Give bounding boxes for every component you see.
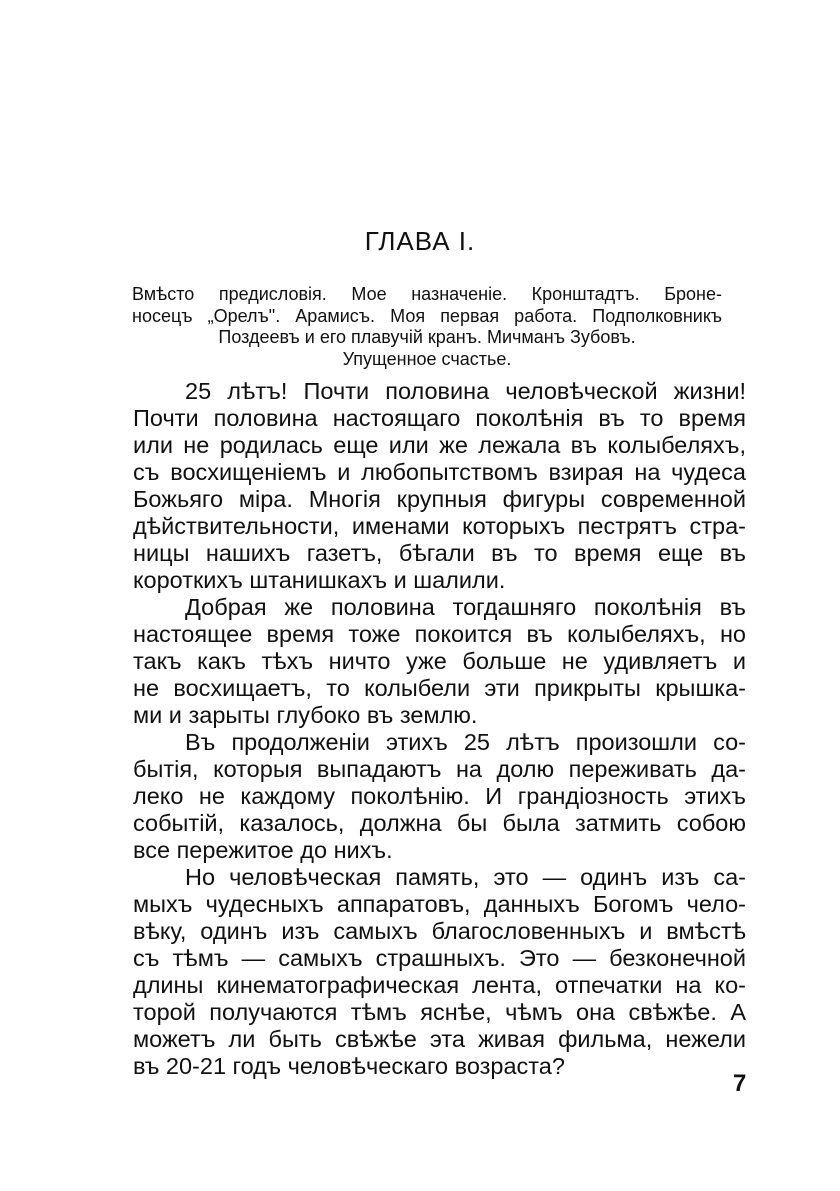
paragraph-line: леко не каждому поколѣнію. И грандіозность этихъ [133, 783, 746, 809]
page-number: 7 [733, 1070, 747, 1097]
paragraph-line: событій, казалось, должна бы была затмить собою [133, 810, 746, 836]
paragraph-line: мыхъ чудесныхъ аппаратовъ, данныхъ Богомъ чело- [133, 891, 746, 917]
synopsis-line: Поздеевъ и его плавучій кранъ. Мичманъ Зубовъ. [218, 327, 636, 347]
paragraph-line: такъ какъ тѣхъ ничто уже больше не удивляетъ и [133, 648, 746, 674]
paragraph-line: Божьяго міра. Многія крупныя фигуры современной [133, 486, 746, 512]
paragraph-line: 25 лѣтъ! Почти половина человѣческой жизни! [185, 378, 746, 404]
paragraph-line: дѣйствительности, именами которыхъ пестрятъ стра- [133, 513, 746, 539]
paragraph-line: Добрая же половина тогдашняго поколѣнія въ [185, 594, 746, 620]
paragraph-line: не восхищаетъ, то колыбели эти прикрыты крышка- [133, 675, 746, 701]
chapter-title: ГЛАВА I. [364, 226, 476, 256]
paragraph-line: въ 20-21 годъ человѣческаго возраста? [133, 1053, 565, 1079]
paragraph-line: съ тѣмъ — самыхъ страшныхъ. Это — безконечной [133, 945, 746, 971]
paragraph-line: можетъ ли быть свѣжѣе эта живая фильма, нежели [133, 1026, 746, 1052]
synopsis-line: Вмѣсто предисловія. Мое назначеніе. Кронштадтъ. Броне- [132, 284, 722, 304]
paragraph-line: или не родилась еще или же лежала въ колыбеляхъ, [133, 432, 746, 458]
paragraph-line: ницы нашихъ газетъ, бѣгали въ то время еще въ [133, 540, 746, 566]
body-text [133, 378, 746, 1080]
paragraph-line: все пережитое до нихъ. [133, 837, 393, 863]
synopsis-line: Упущенное счастье. [342, 348, 512, 369]
paragraph-line: ми и зарыты глубоко въ землю. [133, 702, 478, 728]
paragraph-line: съ восхищеніемъ и любопытствомъ взирая на чудеса [133, 459, 746, 485]
paragraph-line: торой получаются тѣмъ яснѣе, чѣмъ она свѣжѣе. А [133, 999, 746, 1025]
paragraph-line: короткихъ штанишкахъ и шалили. [133, 567, 506, 593]
synopsis-line: носецъ „Орелъ". Арамисъ. Моя первая работа. Подполковникъ [132, 305, 722, 326]
paragraph-line: Въ продолженіи этихъ 25 лѣтъ произошли со- [185, 729, 746, 755]
paragraph-line: настоящее время тоже покоится въ колыбеляхъ, но [133, 621, 746, 647]
paragraph-line: длины кинематографическая лента, отпечатки на ко- [133, 972, 746, 998]
paragraph-line: Но человѣческая память, это — одинъ изъ са- [185, 864, 746, 890]
paragraph-line: Почти половина настоящаго поколѣнія въ то время [133, 405, 746, 431]
paragraph-line: бытія, которыя выпадаютъ на долю переживать да- [133, 756, 746, 782]
paragraph-line: вѣку, одинъ изъ самыхъ благословенныхъ и вмѣстѣ [133, 918, 746, 944]
chapter-synopsis [132, 284, 722, 370]
